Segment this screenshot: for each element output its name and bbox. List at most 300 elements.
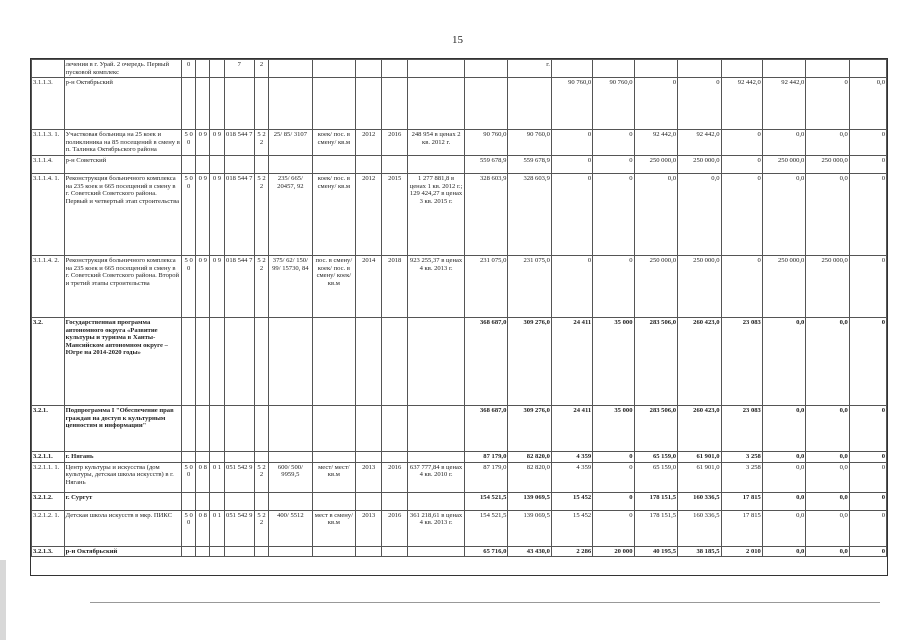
table-cell bbox=[196, 492, 210, 510]
object-name: Детская школа искусств в мкр. ПИКС bbox=[64, 510, 181, 546]
object-name: р-н Советский bbox=[64, 155, 181, 173]
table-cell: 0 bbox=[849, 510, 886, 546]
table-cell bbox=[356, 492, 382, 510]
table-cell bbox=[254, 405, 268, 451]
table-cell bbox=[408, 492, 465, 510]
table-cell bbox=[551, 60, 592, 78]
table-cell bbox=[408, 317, 465, 405]
table-cell: 0 bbox=[849, 451, 886, 462]
table-cell: 0,0 bbox=[762, 317, 806, 405]
table-cell bbox=[382, 317, 408, 405]
table-cell: 0,0 bbox=[762, 173, 806, 255]
table-cell: 87 179,0 bbox=[464, 451, 508, 462]
table-cell: 82 820,0 bbox=[508, 462, 552, 492]
row-code: 3.1.1.4. 1. bbox=[32, 173, 65, 255]
table-cell bbox=[196, 317, 210, 405]
table-cell: 0 bbox=[806, 78, 850, 130]
table-cell bbox=[312, 317, 356, 405]
table-cell: 0 bbox=[593, 130, 634, 156]
table-cell: 90 760,0 bbox=[464, 130, 508, 156]
table-cell: 0 8 bbox=[196, 462, 210, 492]
table-cell bbox=[382, 492, 408, 510]
table-cell: 2016 bbox=[382, 130, 408, 156]
table-cell bbox=[464, 78, 508, 130]
table-cell bbox=[196, 60, 210, 78]
table-cell: 43 430,0 bbox=[508, 546, 552, 557]
table-cell: 0,0 bbox=[849, 78, 886, 130]
table-cell: 235/ 665/ 20457, 92 bbox=[269, 173, 313, 255]
table-cell bbox=[254, 78, 268, 130]
table-cell: 3 258 bbox=[721, 462, 762, 492]
table-cell: 90 760,0 bbox=[508, 130, 552, 156]
table-cell: 0 9 bbox=[210, 130, 224, 156]
table-cell bbox=[408, 155, 465, 173]
table-body bbox=[32, 60, 887, 557]
table-cell bbox=[356, 60, 382, 78]
table-cell: 0 1 bbox=[210, 462, 224, 492]
table-cell: 2015 bbox=[382, 173, 408, 255]
table-row bbox=[32, 60, 887, 78]
object-name: Участковая больница на 25 коек и поликлиника на 85 посещений в смену в п. Талинка Октябрьского района bbox=[64, 130, 181, 156]
table-cell bbox=[356, 78, 382, 130]
table-cell: 0,0 bbox=[678, 173, 722, 255]
table-cell: 87 179,0 bbox=[464, 462, 508, 492]
table-row bbox=[32, 255, 887, 317]
object-name: г. Нягань bbox=[64, 451, 181, 462]
table-cell: 40 195,5 bbox=[634, 546, 678, 557]
table-cell bbox=[210, 60, 224, 78]
table-cell: 600/ 500/ 9959,5 bbox=[269, 462, 313, 492]
table-cell bbox=[408, 546, 465, 557]
table-cell: 248 954 в ценах 2 кв. 2012 г. bbox=[408, 130, 465, 156]
table-cell: 368 687,0 bbox=[464, 317, 508, 405]
table-cell: 2013 bbox=[356, 462, 382, 492]
table-cell: 0,0 bbox=[806, 405, 850, 451]
table-row bbox=[32, 510, 887, 546]
table-cell: 250 000,0 bbox=[762, 155, 806, 173]
table-cell bbox=[849, 60, 886, 78]
table-cell: 0 9 bbox=[196, 173, 210, 255]
table-cell bbox=[224, 317, 254, 405]
table-cell bbox=[269, 492, 313, 510]
table-cell: 0,0 bbox=[806, 492, 850, 510]
object-name: г. Сургут bbox=[64, 492, 181, 510]
table-cell: 20 000 bbox=[593, 546, 634, 557]
table-cell: 368 687,0 bbox=[464, 405, 508, 451]
table-cell: 23 083 bbox=[721, 317, 762, 405]
table-cell bbox=[269, 60, 313, 78]
table-cell: 0 9 bbox=[210, 173, 224, 255]
table-cell bbox=[224, 546, 254, 557]
table-cell: 0 bbox=[849, 130, 886, 156]
table-cell bbox=[210, 492, 224, 510]
table-cell: 4 359 bbox=[551, 462, 592, 492]
table-cell: 23 083 bbox=[721, 405, 762, 451]
table-cell: 5 0 0 bbox=[182, 173, 196, 255]
table-cell: 178 151,5 bbox=[634, 492, 678, 510]
table-cell: 0 bbox=[551, 173, 592, 255]
table-cell: 559 678,9 bbox=[508, 155, 552, 173]
table-cell: 0 bbox=[849, 255, 886, 317]
table-row bbox=[32, 546, 887, 557]
table-cell: 283 506,0 bbox=[634, 317, 678, 405]
table-cell bbox=[210, 546, 224, 557]
table-cell bbox=[182, 546, 196, 557]
table-cell: 2012 bbox=[356, 173, 382, 255]
table-cell bbox=[254, 451, 268, 462]
table-cell: 17 815 bbox=[721, 492, 762, 510]
table-cell: 0,0 bbox=[806, 462, 850, 492]
table-cell bbox=[312, 451, 356, 462]
table-row bbox=[32, 173, 887, 255]
table-cell: 5 2 2 bbox=[254, 173, 268, 255]
table-cell bbox=[312, 155, 356, 173]
page-bottom-rule bbox=[90, 602, 880, 603]
table-row bbox=[32, 155, 887, 173]
table-cell: 35 000 bbox=[593, 405, 634, 451]
table-cell: 92 442,0 bbox=[634, 130, 678, 156]
table-cell: 15 452 bbox=[551, 492, 592, 510]
table-cell: 2 286 bbox=[551, 546, 592, 557]
table-cell: пос. в смену/ коек/ пос. в смену/ коек/ кв.м bbox=[312, 255, 356, 317]
table-cell bbox=[312, 546, 356, 557]
table-cell: 5 0 0 bbox=[182, 130, 196, 156]
table-cell: 0 bbox=[678, 78, 722, 130]
table-cell bbox=[196, 451, 210, 462]
table-cell: 0 bbox=[721, 155, 762, 173]
scan-edge-mark bbox=[0, 560, 6, 640]
table-cell: 2018 bbox=[382, 255, 408, 317]
table-cell: 0 bbox=[634, 78, 678, 130]
table-cell: 250 000,0 bbox=[678, 255, 722, 317]
table-cell: 160 336,5 bbox=[678, 510, 722, 546]
table-cell bbox=[196, 155, 210, 173]
row-code: 3.1.1.4. bbox=[32, 155, 65, 173]
table-cell: 0,0 bbox=[634, 173, 678, 255]
table-cell: 17 815 bbox=[721, 510, 762, 546]
table-cell: 361 218,61 в ценах 4 кв. 2013 г. bbox=[408, 510, 465, 546]
table-cell: 250 000,0 bbox=[634, 255, 678, 317]
table-cell: 250 000,0 bbox=[762, 255, 806, 317]
table-cell: 0 bbox=[551, 130, 592, 156]
table-cell: 328 603,9 bbox=[464, 173, 508, 255]
table-cell: 018 544 7 bbox=[224, 130, 254, 156]
table-cell: 309 276,0 bbox=[508, 317, 552, 405]
table-cell: 154 521,5 bbox=[464, 510, 508, 546]
table-cell: 0 bbox=[551, 155, 592, 173]
table-cell bbox=[408, 60, 465, 78]
table-cell: 1 277 881,8 в ценах 1 кв. 2012 г.; 129 424,27 в ценах 3 кв. 2015 г. bbox=[408, 173, 465, 255]
table-cell: 0,0 bbox=[762, 130, 806, 156]
table-cell: 5 2 2 bbox=[254, 130, 268, 156]
table-cell: 5 2 2 bbox=[254, 462, 268, 492]
table-cell bbox=[224, 405, 254, 451]
object-name: Подпрограмма I "Обеспечение прав граждан на доступ к культурным ценностям и информации" bbox=[64, 405, 181, 451]
table-cell bbox=[210, 317, 224, 405]
table-cell: 250 000,0 bbox=[634, 155, 678, 173]
table-cell: 309 276,0 bbox=[508, 405, 552, 451]
table-cell: 0,0 bbox=[762, 462, 806, 492]
table-cell: 0,0 bbox=[762, 405, 806, 451]
investment-table bbox=[31, 59, 887, 557]
table-cell: 400/ 5512 bbox=[269, 510, 313, 546]
table-cell bbox=[254, 492, 268, 510]
table-cell bbox=[182, 451, 196, 462]
table-cell: 24 411 bbox=[551, 317, 592, 405]
row-code bbox=[32, 60, 65, 78]
table-cell: коек/ пос. в смену/ кв.м bbox=[312, 130, 356, 156]
table-cell bbox=[312, 60, 356, 78]
table-cell: 5 2 2 bbox=[254, 255, 268, 317]
table-cell bbox=[269, 405, 313, 451]
table-cell: 0,0 bbox=[806, 510, 850, 546]
table-cell: 0 bbox=[849, 546, 886, 557]
table-cell: 2012 bbox=[356, 130, 382, 156]
table-cell: 5 2 2 bbox=[254, 510, 268, 546]
table-cell bbox=[382, 155, 408, 173]
table-cell: 637 777,84 в ценах 4 кв. 2010 г. bbox=[408, 462, 465, 492]
table-cell: 250 000,0 bbox=[806, 255, 850, 317]
table-cell: мест в смену/ кв.м bbox=[312, 510, 356, 546]
table-cell: 0 bbox=[721, 255, 762, 317]
table-cell bbox=[721, 60, 762, 78]
table-cell bbox=[508, 78, 552, 130]
table-cell bbox=[269, 451, 313, 462]
table-cell: г. bbox=[508, 60, 552, 78]
table-cell bbox=[762, 60, 806, 78]
table-cell: 0,0 bbox=[806, 451, 850, 462]
table-cell: 4 359 bbox=[551, 451, 592, 462]
table-cell: 65 159,0 bbox=[634, 462, 678, 492]
table-cell: 260 423,0 bbox=[678, 317, 722, 405]
table-cell: 231 075,0 bbox=[508, 255, 552, 317]
table-cell bbox=[269, 546, 313, 557]
table-cell: 0 bbox=[593, 173, 634, 255]
table-cell bbox=[806, 60, 850, 78]
row-code: 3.1.1.3. 1. bbox=[32, 130, 65, 156]
table-cell: 2016 bbox=[382, 510, 408, 546]
table-cell: 0 bbox=[849, 405, 886, 451]
table-cell: 0 8 bbox=[196, 510, 210, 546]
table-cell: коек/ пос. в смену/ кв.м bbox=[312, 173, 356, 255]
table-cell: 2016 bbox=[382, 462, 408, 492]
table-cell bbox=[593, 60, 634, 78]
object-name: р-н Октябрьский bbox=[64, 546, 181, 557]
table-cell bbox=[254, 155, 268, 173]
table-cell bbox=[224, 492, 254, 510]
table-cell: 154 521,5 bbox=[464, 492, 508, 510]
table-cell bbox=[254, 546, 268, 557]
table-cell: 5 0 0 bbox=[182, 462, 196, 492]
table-cell bbox=[382, 546, 408, 557]
table-cell: 0 bbox=[593, 510, 634, 546]
table-cell: 92 442,0 bbox=[762, 78, 806, 130]
table-cell: 231 075,0 bbox=[464, 255, 508, 317]
table-cell bbox=[269, 155, 313, 173]
table-cell: 3 258 bbox=[721, 451, 762, 462]
table-cell: 0 bbox=[593, 451, 634, 462]
table-cell bbox=[464, 60, 508, 78]
table-cell bbox=[382, 60, 408, 78]
table-cell: 051 542 9 bbox=[224, 462, 254, 492]
table-cell: 82 820,0 bbox=[508, 451, 552, 462]
table-cell bbox=[408, 451, 465, 462]
table-cell: 61 901,0 bbox=[678, 462, 722, 492]
table-row bbox=[32, 451, 887, 462]
table-cell bbox=[312, 405, 356, 451]
row-code: 3.1.1.4. 2. bbox=[32, 255, 65, 317]
table-cell bbox=[196, 546, 210, 557]
table-cell: 0 bbox=[849, 492, 886, 510]
table-cell: 178 151,5 bbox=[634, 510, 678, 546]
table-cell bbox=[356, 546, 382, 557]
table-cell: 0 bbox=[849, 462, 886, 492]
table-row bbox=[32, 130, 887, 156]
table-cell bbox=[210, 451, 224, 462]
table-cell bbox=[210, 78, 224, 130]
table-cell: 0 bbox=[593, 462, 634, 492]
object-name: Реконструкция больничного комплекса на 235 коек и 665 посещений в смену в г. Советский Советского района. Первый и четвертый этап строительства bbox=[64, 173, 181, 255]
table-cell bbox=[196, 405, 210, 451]
table-cell: 0 bbox=[593, 155, 634, 173]
table-row bbox=[32, 317, 887, 405]
table-cell: 0,0 bbox=[762, 546, 806, 557]
table-cell: 90 760,0 bbox=[551, 78, 592, 130]
table-cell: 0,0 bbox=[762, 451, 806, 462]
table-cell: 65 716,0 bbox=[464, 546, 508, 557]
table-cell: 5 0 0 bbox=[182, 255, 196, 317]
row-code: 3.2.1.1. bbox=[32, 451, 65, 462]
table-cell: 0 bbox=[721, 173, 762, 255]
table-cell bbox=[182, 317, 196, 405]
table-cell: 559 678,9 bbox=[464, 155, 508, 173]
table-cell: 0,0 bbox=[806, 130, 850, 156]
table-cell: 0 1 bbox=[210, 510, 224, 546]
table-row bbox=[32, 78, 887, 130]
table-cell: 61 901,0 bbox=[678, 451, 722, 462]
table-cell: 7 bbox=[224, 60, 254, 78]
table-cell bbox=[312, 492, 356, 510]
table-row bbox=[32, 405, 887, 451]
table-cell: 260 423,0 bbox=[678, 405, 722, 451]
table-cell bbox=[678, 60, 722, 78]
table-cell: 35 000 bbox=[593, 317, 634, 405]
page-number: 15 bbox=[452, 34, 463, 46]
table-cell: 0 bbox=[182, 60, 196, 78]
table-cell bbox=[269, 317, 313, 405]
table-cell: 0 bbox=[551, 255, 592, 317]
object-name: р-н Октябрьский bbox=[64, 78, 181, 130]
table-cell: 0 bbox=[849, 317, 886, 405]
table-cell: 38 185,5 bbox=[678, 546, 722, 557]
table-cell: 2014 bbox=[356, 255, 382, 317]
table-row bbox=[32, 492, 887, 510]
table-cell bbox=[210, 155, 224, 173]
table-cell: 2 bbox=[254, 60, 268, 78]
row-code: 3.1.1.3. bbox=[32, 78, 65, 130]
table-cell bbox=[356, 155, 382, 173]
row-code: 3.2.1.2. 1. bbox=[32, 510, 65, 546]
table-cell: 92 442,0 bbox=[678, 130, 722, 156]
table-cell bbox=[224, 155, 254, 173]
table-cell bbox=[210, 405, 224, 451]
object-name: Центр культуры и искусства (дом культуры, детская школа искусств) в г. Нягань bbox=[64, 462, 181, 492]
row-code: 3.2. bbox=[32, 317, 65, 405]
table-cell: 2 010 bbox=[721, 546, 762, 557]
table-cell: 24 411 bbox=[551, 405, 592, 451]
table-cell bbox=[382, 405, 408, 451]
table-cell: 65 159,0 bbox=[634, 451, 678, 462]
object-name: Государственная программа автономного округа «Развитие культуры и туризма в Ханты-Мансийском автономном округе – Югре на 2014-2020 годы» bbox=[64, 317, 181, 405]
row-code: 3.2.1.2. bbox=[32, 492, 65, 510]
table-cell: 250 000,0 bbox=[806, 155, 850, 173]
table-cell: 25/ 85/ 3107 bbox=[269, 130, 313, 156]
table-cell bbox=[356, 317, 382, 405]
table-cell bbox=[312, 78, 356, 130]
table-cell: 0 bbox=[593, 492, 634, 510]
table-cell: 923 255,37 в ценах 4 кв. 2013 г. bbox=[408, 255, 465, 317]
table-cell bbox=[196, 78, 210, 130]
table-cell: 139 069,5 bbox=[508, 510, 552, 546]
row-code: 3.2.1.3. bbox=[32, 546, 65, 557]
table-cell: 0 bbox=[721, 130, 762, 156]
table-cell: 15 452 bbox=[551, 510, 592, 546]
table-cell: 0 9 bbox=[210, 255, 224, 317]
table-cell: 0,0 bbox=[806, 317, 850, 405]
table-cell bbox=[224, 451, 254, 462]
table-cell: мест/ мест/ кв.м bbox=[312, 462, 356, 492]
table-cell bbox=[382, 451, 408, 462]
table-cell bbox=[224, 78, 254, 130]
table-cell bbox=[182, 492, 196, 510]
table-cell: 0,0 bbox=[806, 173, 850, 255]
table-cell bbox=[182, 405, 196, 451]
table-cell: 2013 bbox=[356, 510, 382, 546]
table-cell: 051 542 9 bbox=[224, 510, 254, 546]
table-cell bbox=[356, 405, 382, 451]
table-cell bbox=[269, 78, 313, 130]
table-cell: 160 336,5 bbox=[678, 492, 722, 510]
table-cell: 90 760,0 bbox=[593, 78, 634, 130]
table-cell: 5 0 0 bbox=[182, 510, 196, 546]
table-cell: 0,0 bbox=[762, 492, 806, 510]
table-cell: 0,0 bbox=[806, 546, 850, 557]
table-row bbox=[32, 462, 887, 492]
table-cell bbox=[382, 78, 408, 130]
table-cell bbox=[634, 60, 678, 78]
table-cell: 92 442,0 bbox=[721, 78, 762, 130]
table-cell bbox=[408, 405, 465, 451]
table-cell: 328 603,9 bbox=[508, 173, 552, 255]
table-cell: 018 544 7 bbox=[224, 173, 254, 255]
table-cell bbox=[408, 78, 465, 130]
table-cell: 250 000,0 bbox=[678, 155, 722, 173]
table-cell: 018 544 7 bbox=[224, 255, 254, 317]
table-cell: 139 069,5 bbox=[508, 492, 552, 510]
table-cell: 0 9 bbox=[196, 130, 210, 156]
budget-table-sheet bbox=[30, 58, 888, 576]
table-cell: 283 506,0 bbox=[634, 405, 678, 451]
object-name: лечения в г. Урай. 2 очередь. Первый пусковой комплекс bbox=[64, 60, 181, 78]
table-cell: 0 bbox=[849, 173, 886, 255]
table-cell bbox=[356, 451, 382, 462]
table-cell: 375/ 62/ 150/ 99/ 15730, 84 bbox=[269, 255, 313, 317]
table-cell: 0 bbox=[593, 255, 634, 317]
row-code: 3.2.1. bbox=[32, 405, 65, 451]
table-cell bbox=[254, 317, 268, 405]
object-name: Реконструкция больничного комплекса на 235 коек и 665 посещений в смену в г. Советский Советского района. Второй и третий этапы строительства bbox=[64, 255, 181, 317]
row-code: 3.2.1.1. 1. bbox=[32, 462, 65, 492]
